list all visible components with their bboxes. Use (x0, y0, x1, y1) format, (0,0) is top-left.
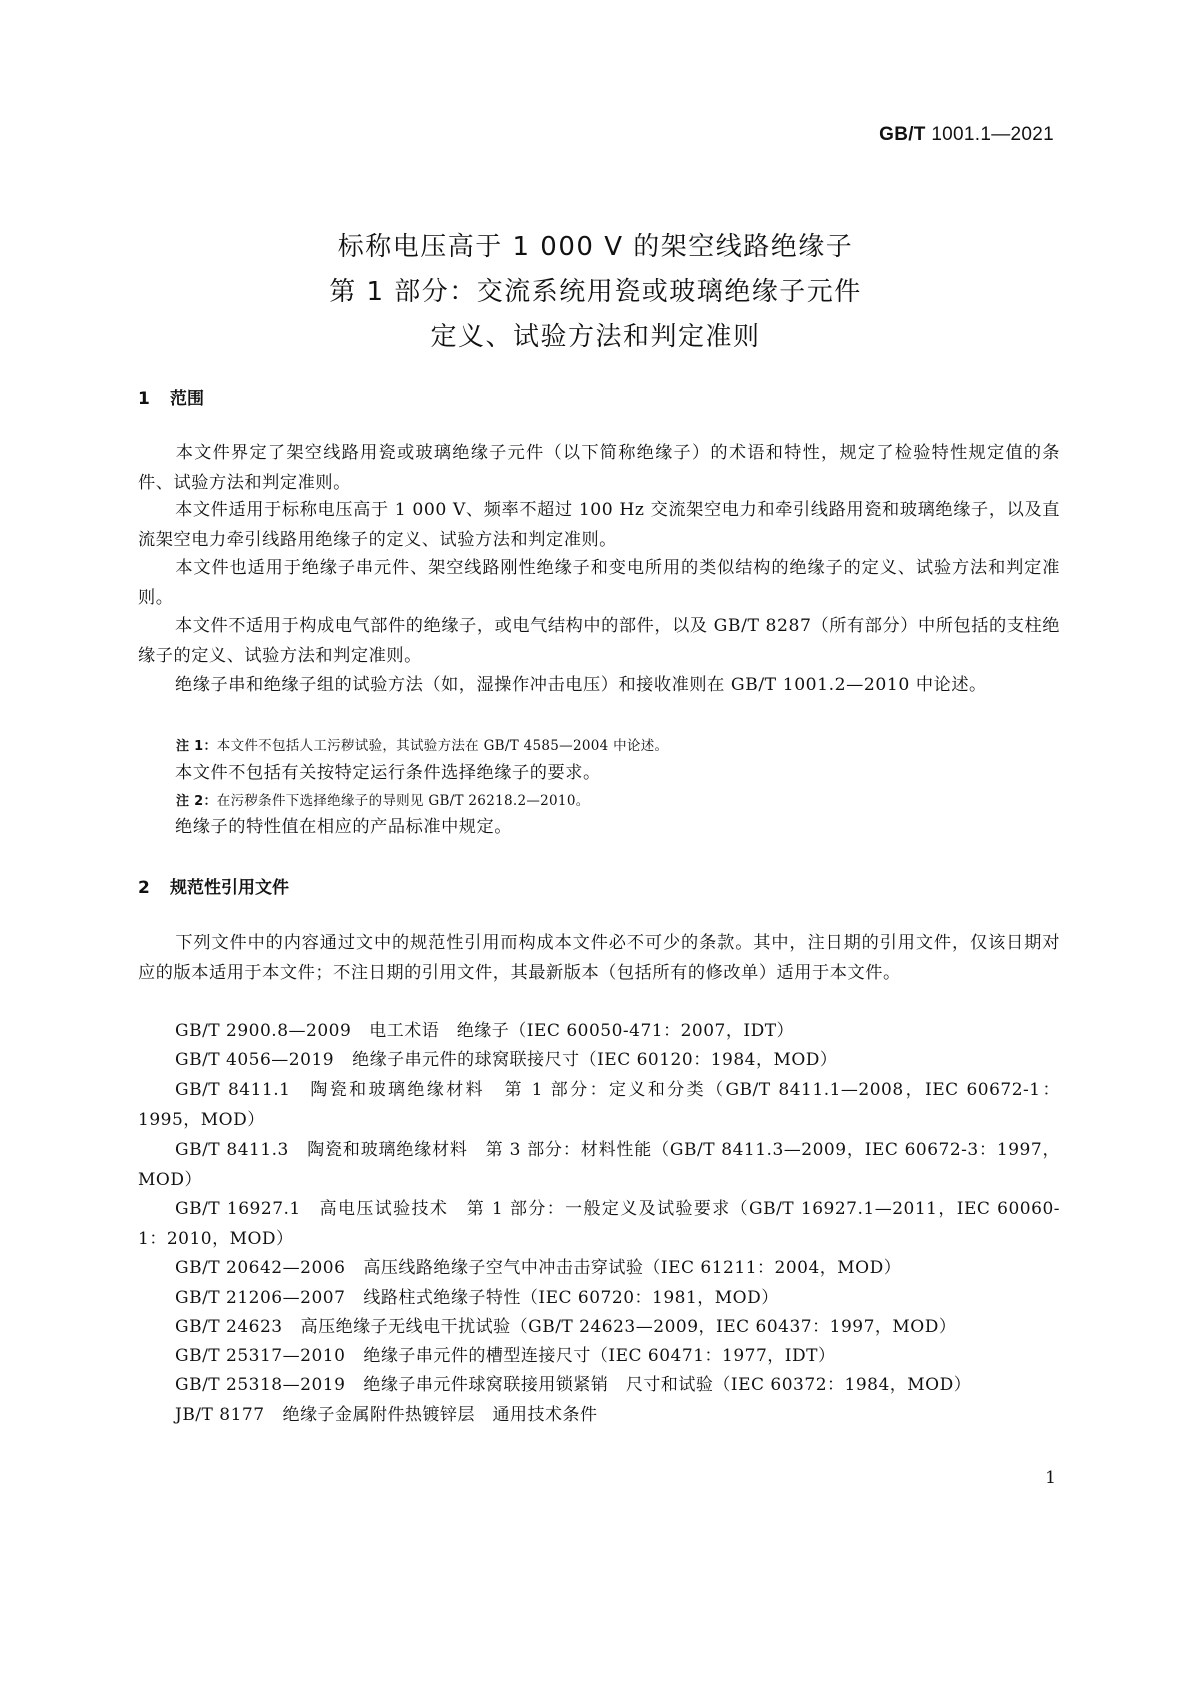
section-2-number: 2 (138, 878, 150, 898)
note-1 (176, 735, 1060, 758)
reference-item: GB/T 25317—2010 绝缘子串元件的槽型连接尺寸（IEC 60471：1977，IDT） (175, 1346, 836, 1366)
note-2-text: 在污秽条件下选择绝缘子的导则见 GB/T 26218.2—2010。 (216, 793, 590, 809)
standard-prefix: GB/T (879, 124, 926, 145)
standard-code (879, 124, 1054, 146)
reference-item: JB/T 8177 绝缘子金属附件热镀锌层 通用技术条件 (175, 1405, 598, 1425)
title-line-2: 第 1 部分：交流系统用瓷或玻璃绝缘子元件 (329, 277, 862, 307)
page-number: 1 (1045, 1468, 1056, 1488)
references-intro: 下列文件中的内容通过文中的规范性引用而构成本文件必不可少的条款。其中，注日期的引用文件，仅该日期对应的版本适用于本文件；不注日期的引用文件，其最新版本（包括所有的修改单）适用于本文件。 (138, 933, 1060, 983)
section-1-title: 范围 (170, 389, 204, 409)
reference-item: GB/T 8411.3 陶瓷和玻璃绝缘材料 第 3 部分：材料性能（GB/T 8411.3—2009，IEC 60672-3：1997，MOD） (138, 1140, 1060, 1190)
reference-item: GB/T 2900.8—2009 电工术语 绝缘子（IEC 60050-471：2007，IDT） (175, 1021, 795, 1041)
reference-item: GB/T 4056—2019 绝缘子串元件的球窝联接尺寸（IEC 60120：1984，MOD） (175, 1050, 838, 1070)
scope-paragraph-4: 本文件不适用于构成电气部件的绝缘子，或电气结构中的部件，以及 GB/T 8287（所有部分）中所包括的支柱绝缘子的定义、试验方法和判定准则。 (138, 616, 1060, 666)
note-2-tag: 注 2： (176, 794, 217, 809)
note-1-text: 本文件不包括人工污秽试验，其试验方法在 GB/T 4585—2004 中论述。 (216, 738, 669, 754)
section-2-title: 规范性引用文件 (170, 878, 289, 898)
reference-item: GB/T 20642—2006 高压线路绝缘子空气中冲击击穿试验（IEC 61211：2004，MOD） (175, 1258, 902, 1278)
scope-paragraph-2: 本文件适用于标称电压高于 1 000 V、频率不超过 100 Hz 交流架空电力和牵引线路用瓷和玻璃绝缘子，以及直流架空电力牵引线路用绝缘子的定义、试验方法和判定准则。 (138, 500, 1060, 550)
section-1-number: 1 (138, 389, 150, 409)
reference-item: GB/T 21206—2007 线路柱式绝缘子特性（IEC 60720：1981，MOD） (175, 1288, 779, 1308)
title-line-3: 定义、试验方法和判定准则 (430, 322, 761, 352)
standard-number: 1001.1—2021 (931, 124, 1054, 145)
reference-item: GB/T 8411.1 陶瓷和玻璃绝缘材料 第 1 部分：定义和分类（GB/T 8411.1—2008，IEC 60672-1：1995，MOD） (138, 1080, 1060, 1130)
scope-paragraph-7: 绝缘子的特性值在相应的产品标准中规定。 (175, 817, 513, 837)
scope-paragraph-1: 本文件界定了架空线路用瓷或玻璃绝缘子元件（以下简称绝缘子）的术语和特性，规定了检验特性规定值的条件、试验方法和判定准则。 (138, 443, 1060, 493)
title-line-1: 标称电压高于 1 000 V 的架空线路绝缘子 (337, 232, 854, 262)
reference-item: GB/T 25318—2019 绝缘子串元件球窝联接用锁紧销 尺寸和试验（IEC 60372：1984，MOD） (175, 1375, 972, 1395)
section-1-heading (138, 384, 204, 409)
section-2-heading (138, 873, 289, 898)
reference-item: GB/T 24623 高压绝缘子无线电干扰试验（GB/T 24623—2009，IEC 60437：1997，MOD） (175, 1317, 957, 1337)
reference-item: GB/T 16927.1 高电压试验技术 第 1 部分：一般定义及试验要求（GB/T 16927.1—2011，IEC 60060-1：2010，MOD） (138, 1199, 1060, 1249)
note-2 (176, 790, 1060, 813)
scope-paragraph-3: 本文件也适用于绝缘子串元件、架空线路刚性绝缘子和变电所用的类似结构的绝缘子的定义、试验方法和判定准则。 (138, 558, 1060, 608)
scope-paragraph-6: 本文件不包括有关按特定运行条件选择绝缘子的要求。 (175, 763, 601, 783)
scope-paragraph-5: 绝缘子串和绝缘子组的试验方法（如，湿操作冲击电压）和接收准则在 GB/T 1001.2—2010 中论述。 (175, 675, 987, 695)
document-title (0, 225, 1191, 360)
note-1-tag: 注 1： (176, 739, 217, 754)
